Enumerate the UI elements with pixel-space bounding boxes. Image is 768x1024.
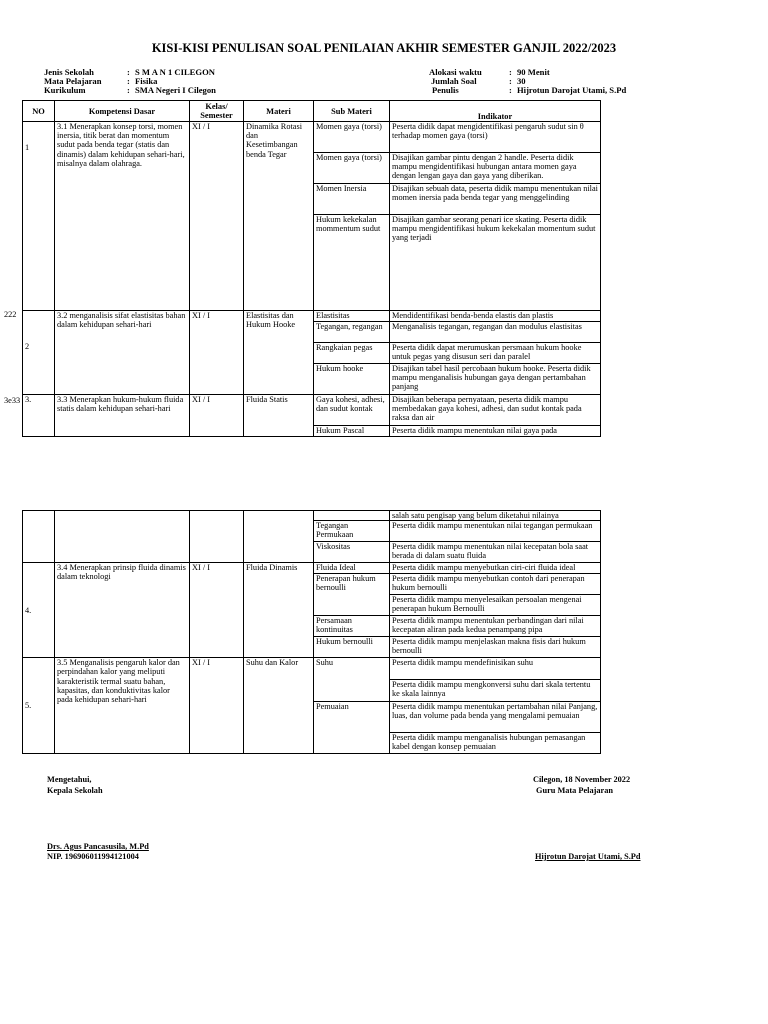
- acknowledge-label: Mengetahui,: [47, 775, 92, 784]
- grid-table-part-1: [22, 100, 601, 437]
- header-no: NO: [23, 101, 55, 122]
- info-key: Penulis: [432, 85, 459, 95]
- info-key: Alokasi waktu: [429, 67, 482, 77]
- kompetensi-cell: 3.3 Menerapkan hukum-hukum fluida statis dalam kehidupan sehari-hari: [55, 395, 190, 437]
- indikator-cell: Peserta didik mampu menentukan pertambahan nilai Panjang, luas, dan volume pada benda yang mengalami pemuaian: [390, 702, 601, 733]
- sub-materi-cell: Suhu: [314, 658, 390, 702]
- info-key: Mata Pelajaran: [44, 76, 102, 86]
- kelas-cell: XI / I: [190, 122, 244, 311]
- side-mark: 222: [4, 310, 17, 319]
- indikator-cell: Disajikan sebuah data, peserta didik mampu menentukan nilai momen inersia pada benda tegar yang menggelinding: [390, 184, 601, 215]
- indikator-cell: Peserta didik mampu menyelesaikan persoalan mengenai penerapan hukum Bernoulli: [390, 595, 601, 616]
- indikator-cell: Peserta didik mampu menyebutkan ciri-ciri fluida ideal: [390, 563, 601, 574]
- kompetensi-cell: 3.1 Menerapkan konsep torsi, momen inersia, titik berat dan momentum sudut pada benda tegar (statis dan dinamis) dalam kehidupan sehari-hari, misalnya dalam olahraga.: [55, 122, 190, 311]
- footer-right: [533, 774, 630, 796]
- table-header-row: [23, 101, 601, 122]
- info-value: 30: [517, 76, 526, 86]
- kelas-cell: XI / I: [190, 563, 244, 658]
- indikator-cell: Peserta didik mampu mengkonversi suhu dari skala tertentu ke skala lainnya: [390, 680, 601, 702]
- indikator-cell: salah satu pengisap yang belum diketahui nilainya: [390, 511, 601, 521]
- info-value: SMA Negeri I Cilegon: [135, 85, 216, 95]
- table-row: [23, 311, 601, 322]
- materi-cell: Fluida Dinamis: [244, 563, 314, 658]
- row-number: 1: [23, 122, 55, 311]
- indikator-cell: Peserta didik mampu menentukan nilai gaya pada: [390, 426, 601, 437]
- indikator-cell: Peserta didik dapat merumuskan persmaan hukum hooke untuk pegas yang disusun seri dan paralel: [390, 343, 601, 364]
- header-materi: Materi: [244, 101, 314, 122]
- indikator-cell: Peserta didik mampu mendefinisikan suhu: [390, 658, 601, 680]
- school-info-right: Alokasi waktu : 90 Menit Jumlah Soal : 30 Penulis : Hijrotun Darojat Utami, S.Pd: [429, 67, 627, 95]
- header-kompetensi: Kompetensi Dasar: [55, 101, 190, 122]
- principal-signature-block: [47, 842, 149, 861]
- sub-materi-cell: Hukum bernoulli: [314, 637, 390, 658]
- sub-materi-cell: Momen gaya (torsi): [314, 153, 390, 184]
- sub-materi-cell: Tegangan, regangan: [314, 322, 390, 343]
- materi-cell: Elastisitas dan Hukum Hooke: [244, 311, 314, 395]
- sub-materi-cell: Hukum Pascal: [314, 426, 390, 437]
- info-value: 90 Menit: [517, 67, 550, 77]
- sub-materi-cell: Elastisitas: [314, 311, 390, 322]
- row-number: [23, 511, 55, 563]
- sub-materi-cell: Hukum hooke: [314, 364, 390, 395]
- sub-materi-cell: Tegangan Permukaan: [314, 521, 390, 542]
- indikator-cell: Disajikan tabel hasil percobaan hukum hooke. Peserta didik mampu menganalisis hubungan gaya dengan pertambahan panjang: [390, 364, 601, 395]
- row-number: 4.: [23, 563, 55, 658]
- teacher-name: Hijrotun Darojat Utami, S.Pd: [535, 852, 641, 861]
- teacher-role: Guru Mata Pelajaran: [536, 786, 613, 795]
- info-key: Jenis Sekolah: [44, 67, 94, 77]
- indikator-cell: Disajikan beberapa pernyataan, peserta didik mampu membedakan gaya kohesi, adhesi, dan sudut kontak pada raksa dan air: [390, 395, 601, 426]
- indikator-cell: Disajikan gambar pintu dengan 2 handle. Peserta didik mampu mengidentifikasi hubungan antara momen gaya dengan lengan gaya dan gaya yang diberikan.: [390, 153, 601, 184]
- kelas-cell: XI / I: [190, 658, 244, 754]
- indikator-cell: Mendidentifikasi benda-benda elastis dan plastis: [390, 311, 601, 322]
- materi-cell: [244, 511, 314, 563]
- kelas-cell: XI / I: [190, 311, 244, 395]
- sub-materi-cell: Pemuaian: [314, 702, 390, 754]
- materi-cell: Dinamika Rotasi dan Kesetimbangan benda Tegar: [244, 122, 314, 311]
- info-value: S M A N 1 CILEGON: [135, 67, 215, 77]
- indikator-cell: Peserta didik mampu menentukan perbandingan dari nilai kecepatan aliran pada kedua penampang pipa: [390, 616, 601, 637]
- header-sub-materi: Sub Materi: [314, 101, 390, 122]
- principal-name: Drs. Agus Pancasusila, M.Pd: [47, 842, 149, 851]
- footer-left: [47, 774, 103, 796]
- sub-materi-cell: Rangkaian pegas: [314, 343, 390, 364]
- header-kelas: Kelas/ Semester: [190, 101, 244, 122]
- kompetensi-cell: 3.4 Menerapkan prinsip fluida dinamis dalam teknologi: [55, 563, 190, 658]
- side-mark: 3e33: [4, 396, 21, 405]
- indikator-cell: Disajikan gambar seorang penari ice skating. Peserta didik mampu mengidentifikasi hukum kekekalan momentum sudut yang terjadi: [390, 215, 601, 311]
- kompetensi-cell: 3.5 Menganalisis pengaruh kalor dan perpindahan kalor yang meliputi karakteristik termal suatu bahan, kapasitas, dan konduktivitas kalor pada kehidupan sehari-hari: [55, 658, 190, 754]
- table-row: [23, 658, 601, 680]
- sub-materi-cell: Persamaan kontinuitas: [314, 616, 390, 637]
- materi-cell: Suhu dan Kalor: [244, 658, 314, 754]
- principal-role: Kepala Sekolah: [47, 786, 103, 795]
- indikator-cell: Menganalisis tegangan, regangan dan modulus elastisitas: [390, 322, 601, 343]
- grid-table-part-2: [22, 510, 601, 754]
- principal-nip: NIP. 196906011994121004: [47, 851, 139, 861]
- info-key: Kurikulum: [44, 85, 86, 95]
- indikator-cell: Peserta didik mampu menjelaskan makna fisis dari hukum bernoulli: [390, 637, 601, 658]
- indikator-cell: Peserta didik dapat mengidentifikasi pengaruh sudut sin θ terhadap momen gaya (torsi): [390, 122, 601, 153]
- info-value: Fisika: [135, 76, 158, 86]
- sub-materi-cell: Viskositas: [314, 542, 390, 563]
- sub-materi-cell: [314, 511, 390, 521]
- page-title: KISI-KISI PENULISAN SOAL PENILAIAN AKHIR SEMESTER GANJIL 2022/2023: [151, 41, 617, 55]
- sub-materi-cell: Hukum kekekalan mommentum sudut: [314, 215, 390, 311]
- kelas-cell: XI / I: [190, 395, 244, 437]
- sub-materi-cell: Momen gaya (torsi): [314, 122, 390, 153]
- kelas-cell: [190, 511, 244, 563]
- indikator-cell: Peserta didik mampu menentukan nilai kecepatan bola saat berada di dalam suatu fluida: [390, 542, 601, 563]
- row-number: 5.: [23, 658, 55, 754]
- info-value: Hijrotun Darojat Utami, S.Pd: [517, 85, 627, 95]
- sub-materi-cell: Penerapan hukum bernoulli: [314, 574, 390, 616]
- date-place: Cilegon, 18 November 2022: [533, 775, 631, 784]
- table-row: [23, 395, 601, 426]
- info-key: Jumlah Soal: [431, 76, 477, 86]
- kompetensi-cell: 3.2 menganalisis sifat elastisitas bahan dalam kehidupan sehari-hari: [55, 311, 190, 395]
- table-row: [23, 563, 601, 574]
- materi-cell: Fluida Statis: [244, 395, 314, 437]
- indikator-cell: Peserta didik mampu menyebutkan contoh dari penerapan hukum bernoulli: [390, 574, 601, 595]
- row-number: 3.: [23, 395, 55, 437]
- table-row: [23, 511, 601, 521]
- indikator-cell: Peserta didik mampu menentukan nilai tegangan permukaan: [390, 521, 601, 542]
- indikator-cell: Peserta didik mampu menganalisis hubungan pemasangan kabel dengan konsep pemuaian: [390, 733, 601, 754]
- header-indikator: Indikator: [390, 101, 601, 122]
- school-info-left: Jenis Sekolah : S M A N 1 CILEGON Mata Pelajaran : Fisika Kurikulum : SMA Negeri I Cilegon: [44, 67, 216, 95]
- kompetensi-cell: [55, 511, 190, 563]
- sub-materi-cell: Fluida Ideal: [314, 563, 390, 574]
- sub-materi-cell: Momen Inersia: [314, 184, 390, 215]
- row-number: 2: [23, 311, 55, 395]
- sub-materi-cell: Gaya kohesi, adhesi, dan sudut kontak: [314, 395, 390, 426]
- table-row: [23, 122, 601, 153]
